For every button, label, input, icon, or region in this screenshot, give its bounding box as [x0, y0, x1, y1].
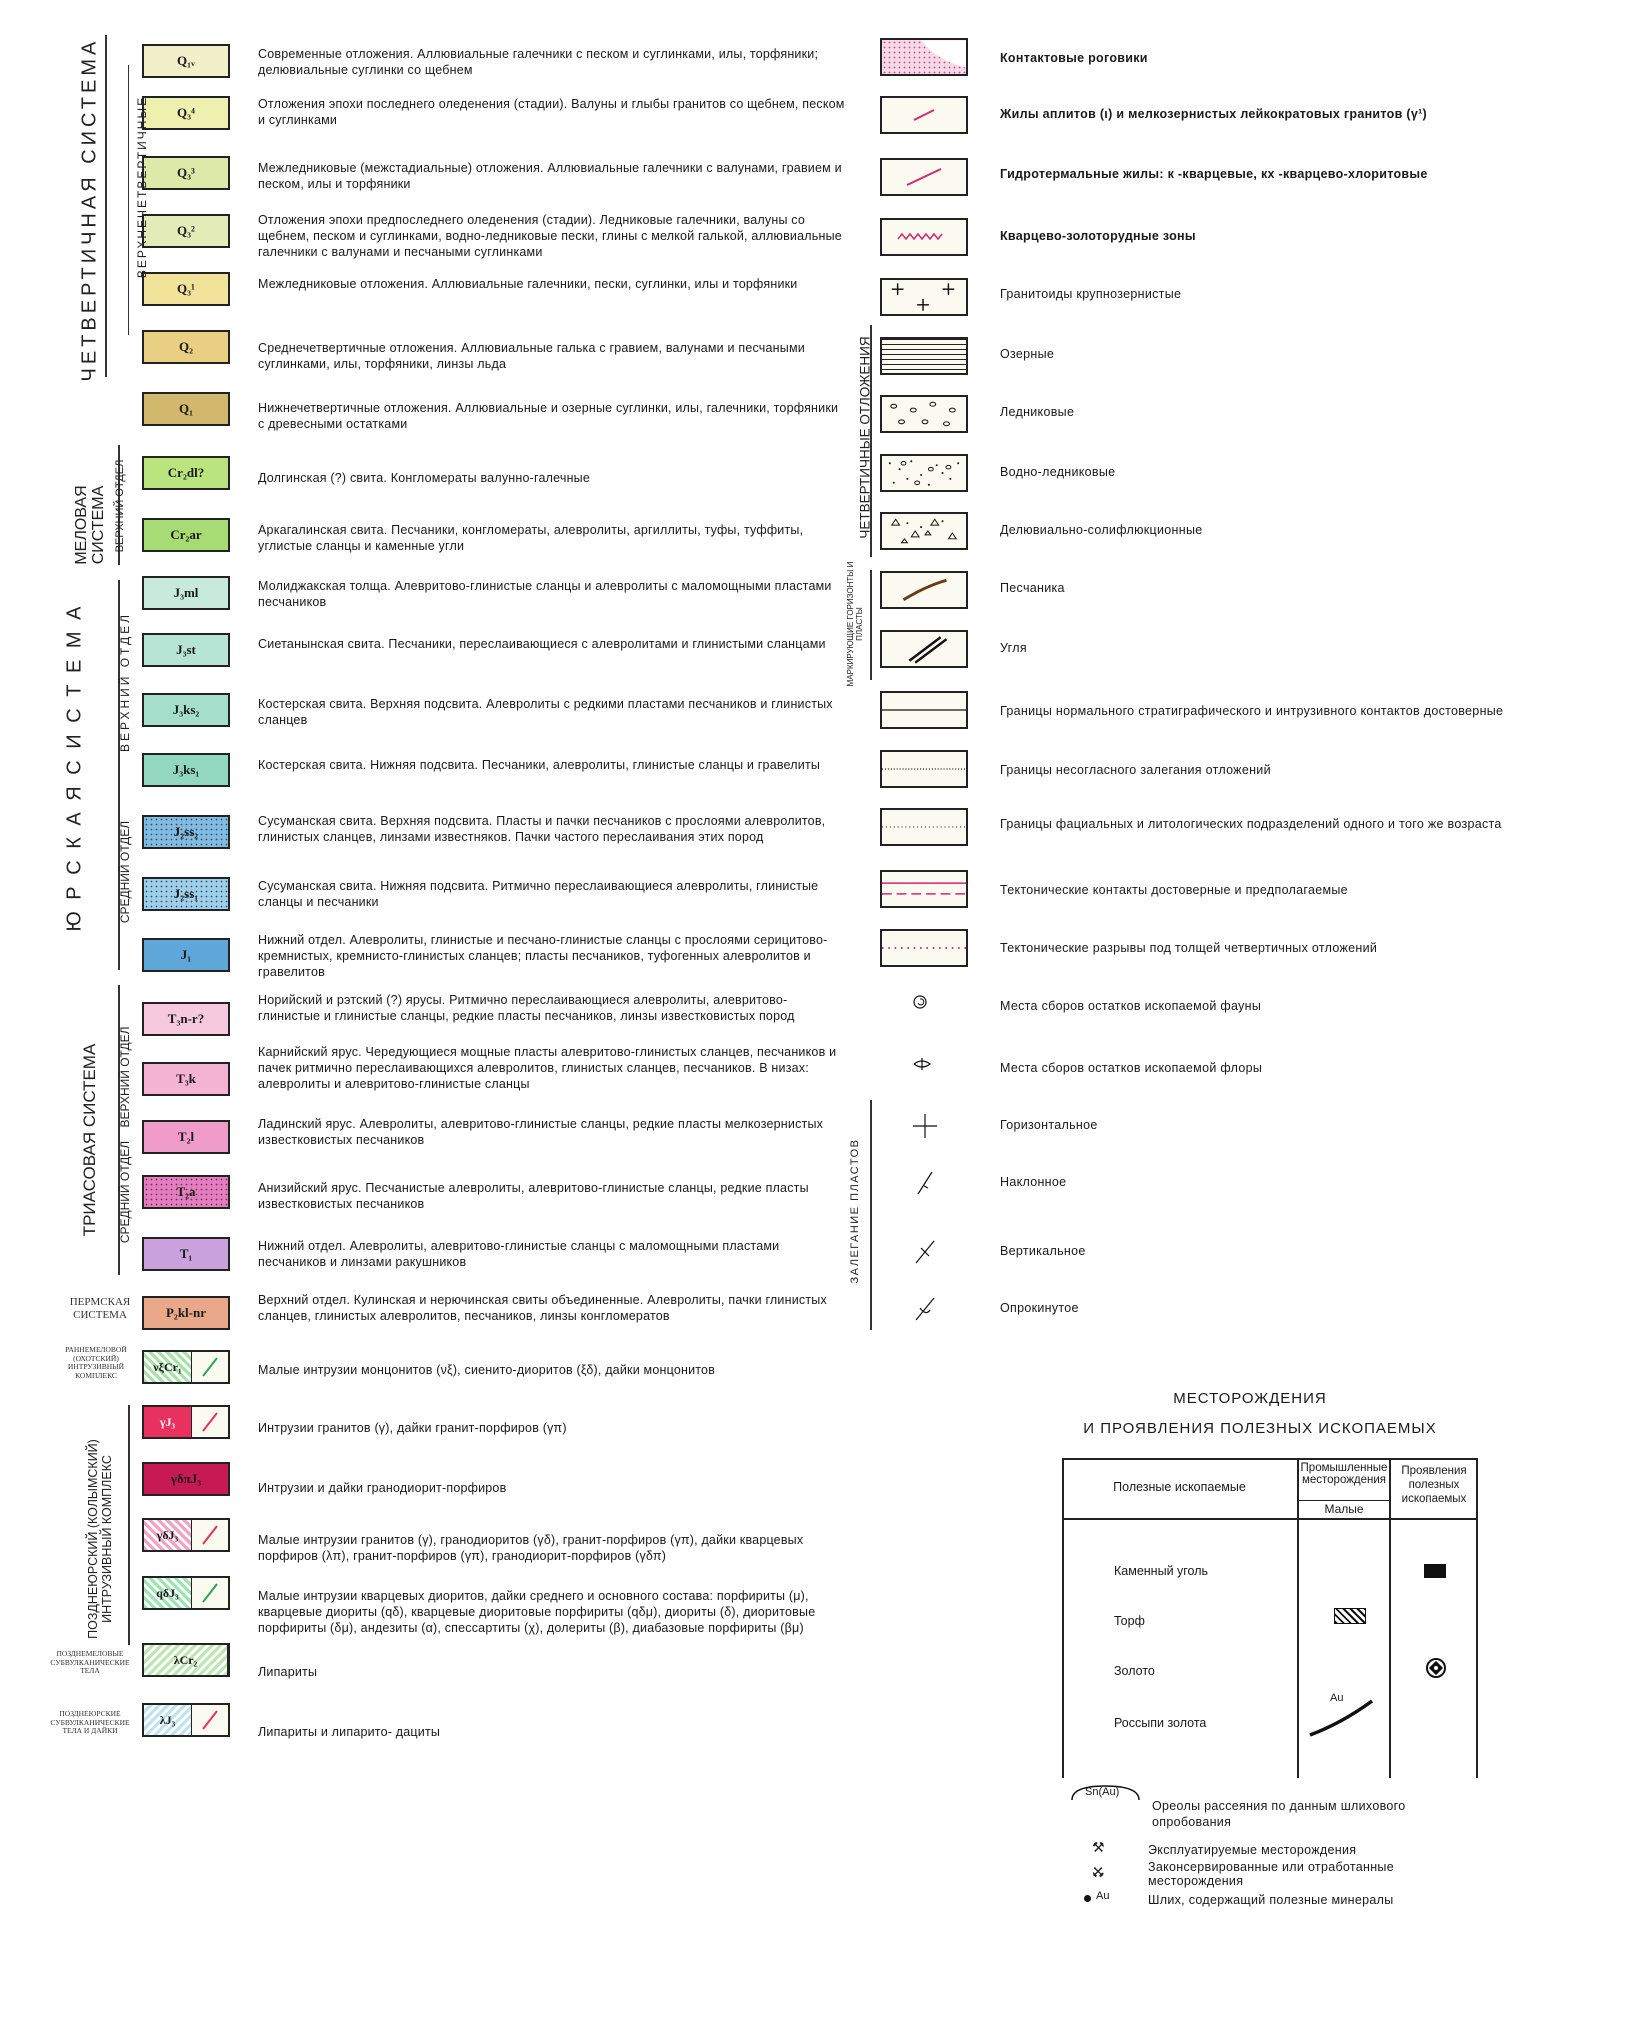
row-placer-gold: Россыпи золота — [1114, 1716, 1207, 1730]
deposits-table — [1062, 1458, 1478, 1778]
left-legend-text: Малые интрузии кварцевых диоритов, дайки среднего и основного состава: порфириты (μ), кварцевые диориты (qδ), кварцевые диоритовые порфириты (qδμ), диориты (δ), диоритовые порфириты (δμ), андезиты (α), спессартиты (χ), долериты (β), диабазовые порфириты (βμ) — [258, 1589, 816, 1635]
group-tri-middle: СРЕДНИЙ ОТДЕЛ — [118, 1140, 132, 1244]
left-legend-box — [142, 1643, 230, 1677]
right-legend-box — [880, 571, 968, 609]
sample-icon — [1084, 1895, 1091, 1902]
legend-code: Q₃² — [177, 223, 195, 238]
left-legend-text: Отложения эпохи последнего оледенения (стадии). Валуны и глыбы гранитов со щебнем, песком и суглинками — [258, 97, 845, 127]
left-legend-text: Верхний отдел. Кулинская и нерючинская свиты объединенные. Алевролиты, пачки глинистых сланцев, глинистых алевролитов, песчаников, линзы конгломератов — [258, 1293, 827, 1323]
conserved-text: Законсервированные или отработанные месторождения — [1148, 1860, 1394, 1888]
dyke-symbol — [192, 1352, 228, 1382]
right-legend-text: Водно-ледниковые — [1000, 465, 1116, 479]
legend-code: J₂ss₂ — [173, 824, 199, 839]
right-legend-box — [880, 808, 968, 846]
right-legend-box — [880, 929, 968, 967]
group-late-cret-subvolc: ПОЗДНЕМЕЛОВЫЕ СУБВУЛКАНИЧЕСКИЕ ТЕЛА — [50, 1649, 130, 1675]
left-legend-box — [142, 938, 230, 972]
left-legend-box — [142, 815, 230, 849]
left-legend-text: Малые интрузии гранитов (γ), гранодиоритов (γδ), гранит-порфиров (γπ), дайки кварцевых порфиров (λπ), гранит-порфиров (γπ), гранодиорит-порфиров (γδπ) — [258, 1533, 804, 1563]
left-legend-box — [142, 1296, 230, 1330]
right-legend-text: Границы несогласного залегания отложений — [1000, 763, 1271, 777]
legend-code: Cr₂ar — [170, 527, 202, 542]
right-legend-box — [880, 691, 968, 729]
left-legend-text: Костерская свита. Нижняя подсвита. Песчаники, алевролиты, глинистые сланцы и гравелиты — [258, 758, 821, 772]
bed-overturned-icon — [910, 1294, 940, 1329]
legend-code: λJ₃ — [144, 1705, 192, 1735]
right-legend-text: Места сборов остатков ископаемой флоры — [1000, 1061, 1263, 1075]
right-legend-box — [880, 630, 968, 668]
right-legend-text: Места сборов остатков ископаемой фауны — [1000, 999, 1262, 1013]
legend-code: P₂kl-nr — [165, 1305, 206, 1320]
right-legend-text: Вертикальное — [1000, 1244, 1086, 1258]
left-legend-box — [142, 1703, 230, 1737]
right-legend-box — [880, 278, 968, 316]
left-legend-box — [142, 1002, 230, 1036]
legend-code: J₃st — [176, 642, 196, 657]
right-legend-text: Гидротермальные жилы: к -кварцевые, кх -кварцево-хлоритовые — [1000, 167, 1428, 181]
sample-au: Au — [1096, 1890, 1110, 1902]
bed-horizontal-icon — [910, 1111, 940, 1146]
right-legend-text: Тектонические контакты достоверные и предполагаемые — [1000, 883, 1348, 897]
deposits-col-industrial: Промышленные месторождения — [1300, 1462, 1388, 1486]
conserved-icon: ⚒ — [1092, 1863, 1105, 1878]
group-jur-middle: СРЕДНИЙ ОТДЕЛ — [118, 820, 132, 924]
legend-code: Q₃¹ — [177, 281, 195, 296]
left-legend-box — [142, 272, 230, 306]
deposits-col-minerals: Полезные ископаемые — [1113, 1480, 1246, 1494]
right-legend-box — [880, 454, 968, 492]
left-legend-box — [142, 1576, 230, 1610]
flora-icon — [910, 1054, 934, 1079]
left-legend-box — [142, 44, 230, 78]
left-legend-text: Нижний отдел. Алевролиты, алевритово-глинистые сланцы с маломощными пластами песчаников и линзами ракушников — [258, 1239, 780, 1269]
legend-code: T₂l — [177, 1129, 195, 1144]
left-legend-text: Норийский и рэтский (?) ярусы. Ритмично переслаивающиеся алевролиты, алевритово-глинистые и глинистые сланцы, редкие пласты песчаников, линзы известковистых пород — [258, 993, 795, 1023]
row-gold: Золото — [1114, 1664, 1155, 1678]
left-legend-text: Сусуманская свита. Нижняя подсвита. Ритмично переслаивающиеся алевролиты, глинистые сланцы и песчаники — [258, 879, 819, 909]
fauna-icon — [910, 992, 930, 1017]
bed-vertical-icon — [910, 1237, 940, 1272]
group-marker-horizons: МАРКИРУЮЩИЕ ГОРИЗОНТЫ И ПЛАСТЫ — [846, 561, 864, 687]
left-legend-box — [142, 1237, 230, 1271]
left-legend-box — [142, 576, 230, 610]
left-legend-box — [142, 156, 230, 190]
left-legend-box — [142, 456, 230, 490]
right-legend-box — [880, 395, 968, 433]
legend-code: λCr₂ — [144, 1645, 228, 1675]
coal-symbol — [1424, 1564, 1446, 1578]
right-legend-text: Кварцево-золоторудные зоны — [1000, 229, 1196, 243]
group-cret-upper: ВЕРХНИЙ ОТДЕЛ — [114, 459, 126, 553]
placer-au-label: Au — [1330, 1692, 1344, 1704]
legend-code: J₃ks₁ — [172, 762, 200, 777]
right-legend-text: Песчаника — [1000, 581, 1065, 595]
dyke-symbol — [192, 1520, 228, 1550]
legend-code: Cr₂dl? — [167, 465, 205, 480]
left-legend-text: Современные отложения. Аллювиальные галечники с песком и суглинками, илы, торфяники; делювиальные суглинки со щебнем — [258, 47, 819, 77]
legend-code: T₃k — [176, 1071, 196, 1086]
group-late-jur-subvolc: ПОЗДНЕЮРСКИЕ СУБВУЛКАНИЧЕСКИЕ ТЕЛА И ДАЙКИ — [50, 1709, 130, 1735]
left-legend-box — [142, 1062, 230, 1096]
legend-code: Q₁ — [178, 401, 193, 416]
left-legend-box — [142, 1175, 230, 1209]
legend-code: J₃ml — [173, 585, 199, 600]
group-late-jur-complex: ПОЗДНЕЮРСКИЙ (КОЛЫМСКИЙ) ИНТРУЗИВНЫЙ КОМПЛЕКС — [86, 1439, 114, 1639]
right-legend-text: Угля — [1000, 641, 1027, 655]
exploited-icon: ⚒ — [1092, 1841, 1105, 1856]
exploited-text: Эксплуатируемые месторождения — [1148, 1843, 1357, 1857]
right-legend-text: Опрокинутое — [1000, 1301, 1079, 1315]
legend-code: γJ₃ — [144, 1407, 192, 1437]
right-legend-text: Озерные — [1000, 347, 1055, 361]
deposits-title-1: МЕСТОРОЖДЕНИЯ — [1173, 1390, 1327, 1407]
halo-symbol-label: Sn(Au) — [1085, 1786, 1120, 1798]
legend-code: νξCr₁ — [144, 1352, 192, 1382]
left-legend-text: Сиетанынская свита. Песчаники, переслаивающиеся с алевролитами и глинистыми сланцами — [258, 637, 826, 651]
row-coal: Каменный уголь — [1114, 1564, 1209, 1578]
left-legend-box — [142, 518, 230, 552]
left-legend-text: Молиджакская толща. Алевритово-глинистые сланцы и алевролиты с маломощными пластами песчаников — [258, 579, 832, 609]
left-legend-box — [142, 214, 230, 248]
left-legend-text: Среднечетвертичные отложения. Аллювиальные галька с гравием, валунами и песчаными суглинками, илы, торфяники, линзы льда — [258, 341, 805, 371]
left-legend-text: Липариты — [258, 1665, 318, 1679]
left-legend-box — [142, 753, 230, 787]
right-legend-box — [880, 96, 968, 134]
group-triassic: ТРИАСОВАЯ СИСТЕМА — [80, 1043, 99, 1237]
legend-code: Q₂ — [178, 339, 193, 354]
right-legend-text: Границы нормального стратиграфического и интрузивного контактов достоверные — [1000, 704, 1504, 718]
left-legend-text: Межледниковые отложения. Аллювиальные галечники, пески, суглинки, илы и торфяники — [258, 277, 798, 291]
group-cretaceous: МЕЛОВАЯ СИСТЕМА — [73, 485, 107, 565]
left-legend-box — [142, 633, 230, 667]
group-bedding: ЗАЛЕГАНИЕ ПЛАСТОВ — [849, 1138, 861, 1284]
halo-text: Ореолы рассеяния по данным шлихового опробования — [1152, 1799, 1406, 1829]
left-legend-text: Липариты и липарито- дациты — [258, 1725, 441, 1739]
right-legend-box — [880, 158, 968, 196]
right-legend-text: Ледниковые — [1000, 405, 1075, 419]
deposits-title-2: И ПРОЯВЛЕНИЯ ПОЛЕЗНЫХ ИСКОПАЕМЫХ — [1083, 1420, 1437, 1437]
legend-code: Q₁ᵥ — [177, 53, 195, 68]
left-legend-box — [142, 1350, 230, 1384]
right-legend-box — [880, 218, 968, 256]
legend-code: Q₃³ — [177, 165, 195, 180]
legend-code: Q₃⁴ — [177, 105, 195, 120]
right-legend-text: Делювиально-солифлюкционные — [1000, 523, 1203, 537]
sample-text: Шлих, содержащий полезные минералы — [1148, 1893, 1394, 1907]
group-jur-upper: ВЕРХНИЙ ОТДЕЛ — [118, 612, 132, 752]
left-legend-box — [142, 1120, 230, 1154]
right-legend-text: Гранитоиды крупнозернистые — [1000, 287, 1182, 301]
group-early-cret-complex: РАННЕМЕЛОВОЙ (ОХОТСКИЙ) ИНТРУЗИВНЫЙ КОМПЛЕКС — [65, 1345, 127, 1380]
row-peat: Торф — [1114, 1614, 1145, 1628]
left-legend-text: Нижнечетвертичные отложения. Аллювиальные и озерные суглинки, илы, галечники, торфяники с древесными остатками — [258, 401, 839, 431]
bed-inclined-icon — [910, 1168, 940, 1203]
left-legend-text: Отложения эпохи предпоследнего оледенения (стадии). Ледниковые галечники, валуны со щебнем, песком и суглинками, водно-ледниковые пески, глины с мелкой галькой, аллювиальные галечники с валунами и песчаными суглинками — [258, 213, 842, 259]
right-legend-text: Жилы аплитов (ι) и мелкозернистых лейкократовых гранитов (γ¹) — [1000, 107, 1427, 121]
left-legend-box — [142, 96, 230, 130]
right-legend-box — [880, 337, 968, 375]
deposits-col-small: Малые — [1324, 1502, 1364, 1516]
left-legend-text: Долгинская (?) свита. Конгломераты валунно-галечные — [258, 471, 591, 485]
left-legend-text: Нижний отдел. Алевролиты, глинистые и песчано-глинистые сланцы с прослоями серицитово-кремнистых, кремнисто-глинистых сланцев; пласты песчаников, туфогенных алевролитов и гравелитов — [258, 933, 828, 979]
group-quaternary-deposits: ЧЕТВЕРТИЧНЫЕ ОТЛОЖЕНИЯ — [857, 336, 873, 539]
right-legend-box — [880, 512, 968, 550]
legend-code: J₃ks₂ — [172, 702, 200, 717]
dyke-symbol — [192, 1407, 228, 1437]
group-jurassic: Ю Р С К А Я С И С Т Е М А — [63, 603, 86, 932]
left-legend-box — [142, 1518, 230, 1552]
legend-code: qδJ₃ — [144, 1578, 192, 1608]
left-legend-text: Межледниковые (межстадиальные) отложения. Аллювиальные галечники с валунами, гравием и песком, илы и торфяники — [258, 161, 842, 191]
right-legend-text: Границы фациальных и литологических подразделений одного и того же возраста — [1000, 817, 1502, 831]
group-tri-upper: ВЕРХНИЙ ОТДЕЛ — [118, 1026, 132, 1128]
dyke-symbol — [192, 1705, 228, 1735]
right-legend-text: Контактовые роговики — [1000, 51, 1148, 65]
legend-code: T₃n-r? — [167, 1011, 205, 1026]
right-legend-text: Наклонное — [1000, 1175, 1067, 1189]
group-quaternary: ЧЕТВЕРТИЧНАЯ СИСТЕМА — [78, 37, 101, 382]
gold-symbol — [1423, 1655, 1449, 1681]
group-permian: ПЕРМСКАЯ СИСТЕМА — [69, 1296, 131, 1321]
legend-code: T₂a — [176, 1184, 196, 1199]
left-legend-box — [142, 1405, 230, 1439]
left-legend-text: Анизийский ярус. Песчанистые алевролиты, алевритово-глинистые сланцы, редкие пласты известковистых песчаников — [258, 1181, 809, 1211]
legend-code: T₁ — [179, 1246, 193, 1261]
left-legend-box — [142, 1462, 230, 1496]
legend-code: J₂ss₁ — [173, 886, 199, 901]
deposits-col-occurrences: Проявления полезных ископаемых — [1401, 1465, 1467, 1505]
right-legend-box — [880, 38, 968, 76]
left-legend-text: Сусуманская свита. Верхняя подсвита. Пласты и пачки песчаников с прослоями алевролитов, глинистых сланцев, линзами известняков. Пачки частого переслаивания этих пород — [258, 814, 826, 844]
left-legend-box — [142, 330, 230, 364]
left-legend-text: Ладинский ярус. Алевролиты, алевритово-глинистые сланцы, редкие пласты мелкозернистых известковистых песчаников — [258, 1117, 824, 1147]
left-legend-box — [142, 392, 230, 426]
left-legend-text: Интрузии и дайки гранодиорит-порфиров — [258, 1481, 507, 1495]
right-legend-box — [880, 870, 968, 908]
legend-code: γδπJ₃ — [170, 1471, 202, 1486]
left-legend-text: Малые интрузии монцонитов (νξ), сиенито-диоритов (ξδ), дайки монцонитов — [258, 1363, 716, 1377]
left-legend-box — [142, 877, 230, 911]
peat-symbol — [1334, 1608, 1366, 1624]
right-legend-box — [880, 750, 968, 788]
left-legend-text: Костерская свита. Верхняя подсвита. Алевролиты с редкими пластами песчаников и глинистых сланцев — [258, 697, 833, 727]
left-legend-text: Интрузии гранитов (γ), дайки гранит-порфиров (γπ) — [258, 1421, 567, 1435]
left-legend-box — [142, 693, 230, 727]
right-legend-text: Тектонические разрывы под толщей четвертичных отложений — [1000, 941, 1378, 955]
legend-code: γδJ₃ — [144, 1520, 192, 1550]
right-legend-text: Горизонтальное — [1000, 1118, 1098, 1132]
left-legend-text: Карнийский ярус. Чередующиеся мощные пласты алевритово-глинистых сланцев, песчаников и пачек ритмично переслаивающихся алевролитов, глинистых сланцев, песчаников. В низах: алевролиты и алевритово-глинистые сланцы — [258, 1045, 837, 1091]
legend-code: J₁ — [180, 947, 192, 962]
left-legend-text: Аркагалинская свита. Песчаники, конгломераты, алевролиты, аргиллиты, туфы, туффиты, углистые сланцы и каменные угли — [258, 523, 804, 553]
group-upper-quaternary: ВЕРХНЕЧЕТВЕРТИЧНЫЕ — [135, 95, 149, 279]
dyke-symbol — [192, 1578, 228, 1608]
